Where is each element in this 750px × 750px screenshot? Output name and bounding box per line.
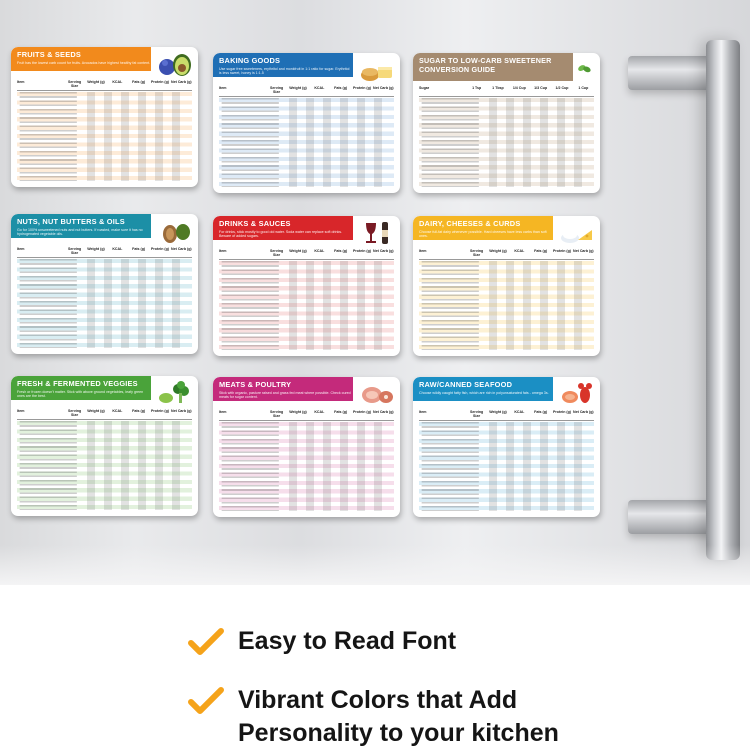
col-weight: Weight (g) bbox=[489, 410, 507, 414]
col-kcal: KCAL bbox=[112, 409, 123, 413]
card-subtitle: For drinks, stick mostly to good old water. Soda water can replace soft drinks. Beware of added sugars. bbox=[219, 229, 343, 238]
card-subtitle: Fresh or frozen doesn't matter. Stick with above ground vegetables, leafy green ones are the best. bbox=[17, 389, 144, 398]
card-fruits-seeds bbox=[11, 47, 198, 187]
card-seafood bbox=[413, 377, 600, 517]
table-rows bbox=[17, 92, 192, 181]
col-third-cup: 1/3 Cup bbox=[534, 86, 548, 90]
col-item: Item bbox=[219, 410, 227, 414]
card-baking-goods bbox=[213, 53, 400, 193]
card-header bbox=[11, 47, 151, 71]
col-kcal: KCAL bbox=[112, 247, 123, 251]
col-net-carb: Net Carb (g) bbox=[573, 249, 594, 253]
nut-icon bbox=[158, 218, 192, 244]
col-net-carb: Net Carb (g) bbox=[373, 86, 394, 90]
col-net-carb: Net Carb (g) bbox=[171, 247, 192, 251]
col-kcal: KCAL bbox=[514, 249, 525, 253]
card-title: BAKING GOODS bbox=[219, 56, 281, 65]
col-1-tbsp: 1 Tbsp bbox=[492, 86, 504, 90]
card-title: NUTS, NUT BUTTERS & OILS bbox=[17, 217, 125, 226]
col-fats: Fats (g) bbox=[334, 86, 348, 90]
col-net-carb: Net Carb (g) bbox=[171, 80, 192, 84]
feature-item bbox=[188, 684, 559, 750]
col-sugar: Sugar bbox=[419, 86, 430, 90]
col-net-carb: Net Carb (g) bbox=[373, 249, 394, 253]
card-header bbox=[213, 53, 353, 77]
table-rows bbox=[219, 422, 394, 511]
col-item: Item bbox=[17, 80, 25, 84]
card-drinks-sauces bbox=[213, 216, 400, 356]
checkmark-icon bbox=[188, 686, 224, 716]
col-protein: Protein (g) bbox=[353, 249, 371, 253]
card-sweetener-conversion bbox=[413, 53, 600, 193]
col-net-carb: Net Carb (g) bbox=[171, 409, 192, 413]
feature-line: Personality to your kitchen bbox=[238, 719, 559, 747]
card-title: MEATS & POULTRY bbox=[219, 380, 292, 389]
table-rows bbox=[17, 259, 192, 348]
col-weight: Weight (g) bbox=[289, 249, 307, 253]
col-serving: Serving Size bbox=[470, 249, 484, 257]
broccoli-icon bbox=[158, 380, 192, 406]
card-title: DRINKS & SAUCES bbox=[219, 219, 291, 228]
feature-list bbox=[0, 585, 750, 750]
col-fats: Fats (g) bbox=[132, 409, 146, 413]
card-title: DAIRY, CHEESES & CURDS bbox=[419, 219, 521, 228]
col-fats: Fats (g) bbox=[334, 410, 348, 414]
card-header bbox=[413, 53, 573, 81]
col-protein: Protein (g) bbox=[151, 247, 169, 251]
leaf-icon bbox=[574, 57, 596, 83]
card-header bbox=[11, 376, 151, 400]
card-header bbox=[213, 377, 353, 401]
feature-text bbox=[238, 625, 456, 658]
table-rows bbox=[17, 421, 192, 510]
table-header bbox=[419, 250, 594, 260]
col-weight: Weight (g) bbox=[87, 80, 105, 84]
card-header bbox=[413, 216, 553, 240]
col-fats: Fats (g) bbox=[334, 249, 348, 253]
col-serving: Serving Size bbox=[68, 80, 82, 88]
handle-mount-bottom bbox=[628, 500, 718, 534]
col-protein: Protein (g) bbox=[353, 86, 371, 90]
card-subtitle: Stick with organic, pasture raised and grass fed meat where possible. Check cured meats for sugar content. bbox=[219, 390, 351, 399]
cheese-icon bbox=[560, 220, 594, 246]
card-nuts-oils bbox=[11, 214, 198, 354]
card-title: FRESH & FERMENTED VEGGIES bbox=[17, 379, 138, 388]
card-subtitle: Choose full-fat dairy whenever possible. Hard cheeses have less carbs than soft ones. bbox=[419, 229, 547, 238]
col-weight: Weight (g) bbox=[87, 409, 105, 413]
butter-icon bbox=[360, 57, 394, 83]
col-weight: Weight (g) bbox=[289, 410, 307, 414]
feature-item bbox=[188, 625, 456, 658]
col-serving: Serving Size bbox=[68, 247, 82, 255]
checkmark-icon bbox=[188, 627, 224, 657]
handle-mount-top bbox=[628, 56, 718, 90]
table-header bbox=[219, 87, 394, 97]
table-rows bbox=[419, 261, 594, 350]
card-subtitle: Go for 100% unsweetened nuts and nut butters. If roasted, make sure it has no hydrogenated vegetable oils. bbox=[17, 227, 143, 236]
col-protein: Protein (g) bbox=[353, 410, 371, 414]
col-serving: Serving Size bbox=[270, 249, 284, 257]
col-serving: Serving Size bbox=[270, 410, 284, 418]
card-header bbox=[413, 377, 553, 401]
table-header bbox=[419, 87, 594, 97]
col-item: Item bbox=[219, 249, 227, 253]
lobster-icon bbox=[560, 381, 594, 407]
feature-line: Vibrant Colors that Add bbox=[238, 686, 518, 714]
col-item: Item bbox=[17, 247, 25, 251]
card-subtitle: Fruit has the lowest carb count for fruits. Avocados have highest healthy fat content. bbox=[17, 60, 151, 65]
col-weight: Weight (g) bbox=[289, 86, 307, 90]
col-protein: Protein (g) bbox=[553, 249, 571, 253]
table-rows bbox=[219, 261, 394, 350]
card-subtitle: Choose wildly caught fatty fish, which are rich in polyunsaturated fats - omega 3s. bbox=[419, 390, 549, 395]
card-title: RAW/CANNED SEAFOOD bbox=[419, 380, 513, 389]
table-header bbox=[17, 81, 192, 91]
table-header bbox=[419, 411, 594, 421]
card-dairy-cheeses bbox=[413, 216, 600, 356]
table-rows bbox=[419, 422, 594, 511]
card-title: SUGAR TO LOW-CARB SWEETENER CONVERSION GUIDE bbox=[419, 56, 552, 74]
card-header bbox=[213, 216, 353, 240]
col-fats: Fats (g) bbox=[534, 410, 548, 414]
card-meats-poultry bbox=[213, 377, 400, 517]
col-half-cup: 1/2 Cup bbox=[555, 86, 569, 90]
col-item: Item bbox=[419, 249, 427, 253]
col-protein: Protein (g) bbox=[151, 80, 169, 84]
col-serving: Serving Size bbox=[270, 86, 284, 94]
card-header bbox=[11, 214, 151, 238]
col-item: Item bbox=[219, 86, 227, 90]
col-fats: Fats (g) bbox=[132, 80, 146, 84]
col-fats: Fats (g) bbox=[534, 249, 548, 253]
col-net-carb: Net Carb (g) bbox=[573, 410, 594, 414]
col-kcal: KCAL bbox=[314, 410, 325, 414]
card-subtitle: Use sugar free sweeteners, erythritol and monkfruit in 1:1 ratio for sugar. Erythritol is less sweet, honey is 1:1.5 bbox=[219, 66, 350, 75]
col-item: Item bbox=[17, 409, 25, 413]
col-protein: Protein (g) bbox=[151, 409, 169, 413]
table-rows bbox=[419, 98, 594, 187]
col-kcal: KCAL bbox=[314, 86, 325, 90]
col-serving: Serving Size bbox=[470, 410, 484, 418]
col-1-tsp: 1 Tsp bbox=[472, 86, 482, 90]
col-weight: Weight (g) bbox=[87, 247, 105, 251]
col-item: Item bbox=[419, 410, 427, 414]
col-kcal: KCAL bbox=[314, 249, 325, 253]
col-quarter-cup: 1/4 Cup bbox=[512, 86, 526, 90]
col-weight: Weight (g) bbox=[489, 249, 507, 253]
avocado-icon bbox=[158, 51, 192, 77]
col-fats: Fats (g) bbox=[132, 247, 146, 251]
table-header bbox=[219, 411, 394, 421]
wine-icon bbox=[360, 220, 394, 246]
card-title: FRUITS & SEEDS bbox=[17, 50, 81, 59]
feature-line: Easy to Read Font bbox=[238, 627, 457, 655]
col-kcal: KCAL bbox=[514, 410, 525, 414]
col-kcal: KCAL bbox=[112, 80, 123, 84]
feature-text bbox=[238, 684, 559, 750]
col-serving: Serving Size bbox=[68, 409, 82, 417]
col-protein: Protein (g) bbox=[553, 410, 571, 414]
card-veggies bbox=[11, 376, 198, 516]
table-rows bbox=[219, 98, 394, 187]
fridge-handle bbox=[706, 40, 740, 560]
col-net-carb: Net Carb (g) bbox=[373, 410, 394, 414]
table-header bbox=[219, 250, 394, 260]
table-header bbox=[17, 410, 192, 420]
table-header bbox=[17, 248, 192, 258]
col-1-cup: 1 Cup bbox=[578, 86, 589, 90]
ham-icon bbox=[360, 381, 394, 407]
